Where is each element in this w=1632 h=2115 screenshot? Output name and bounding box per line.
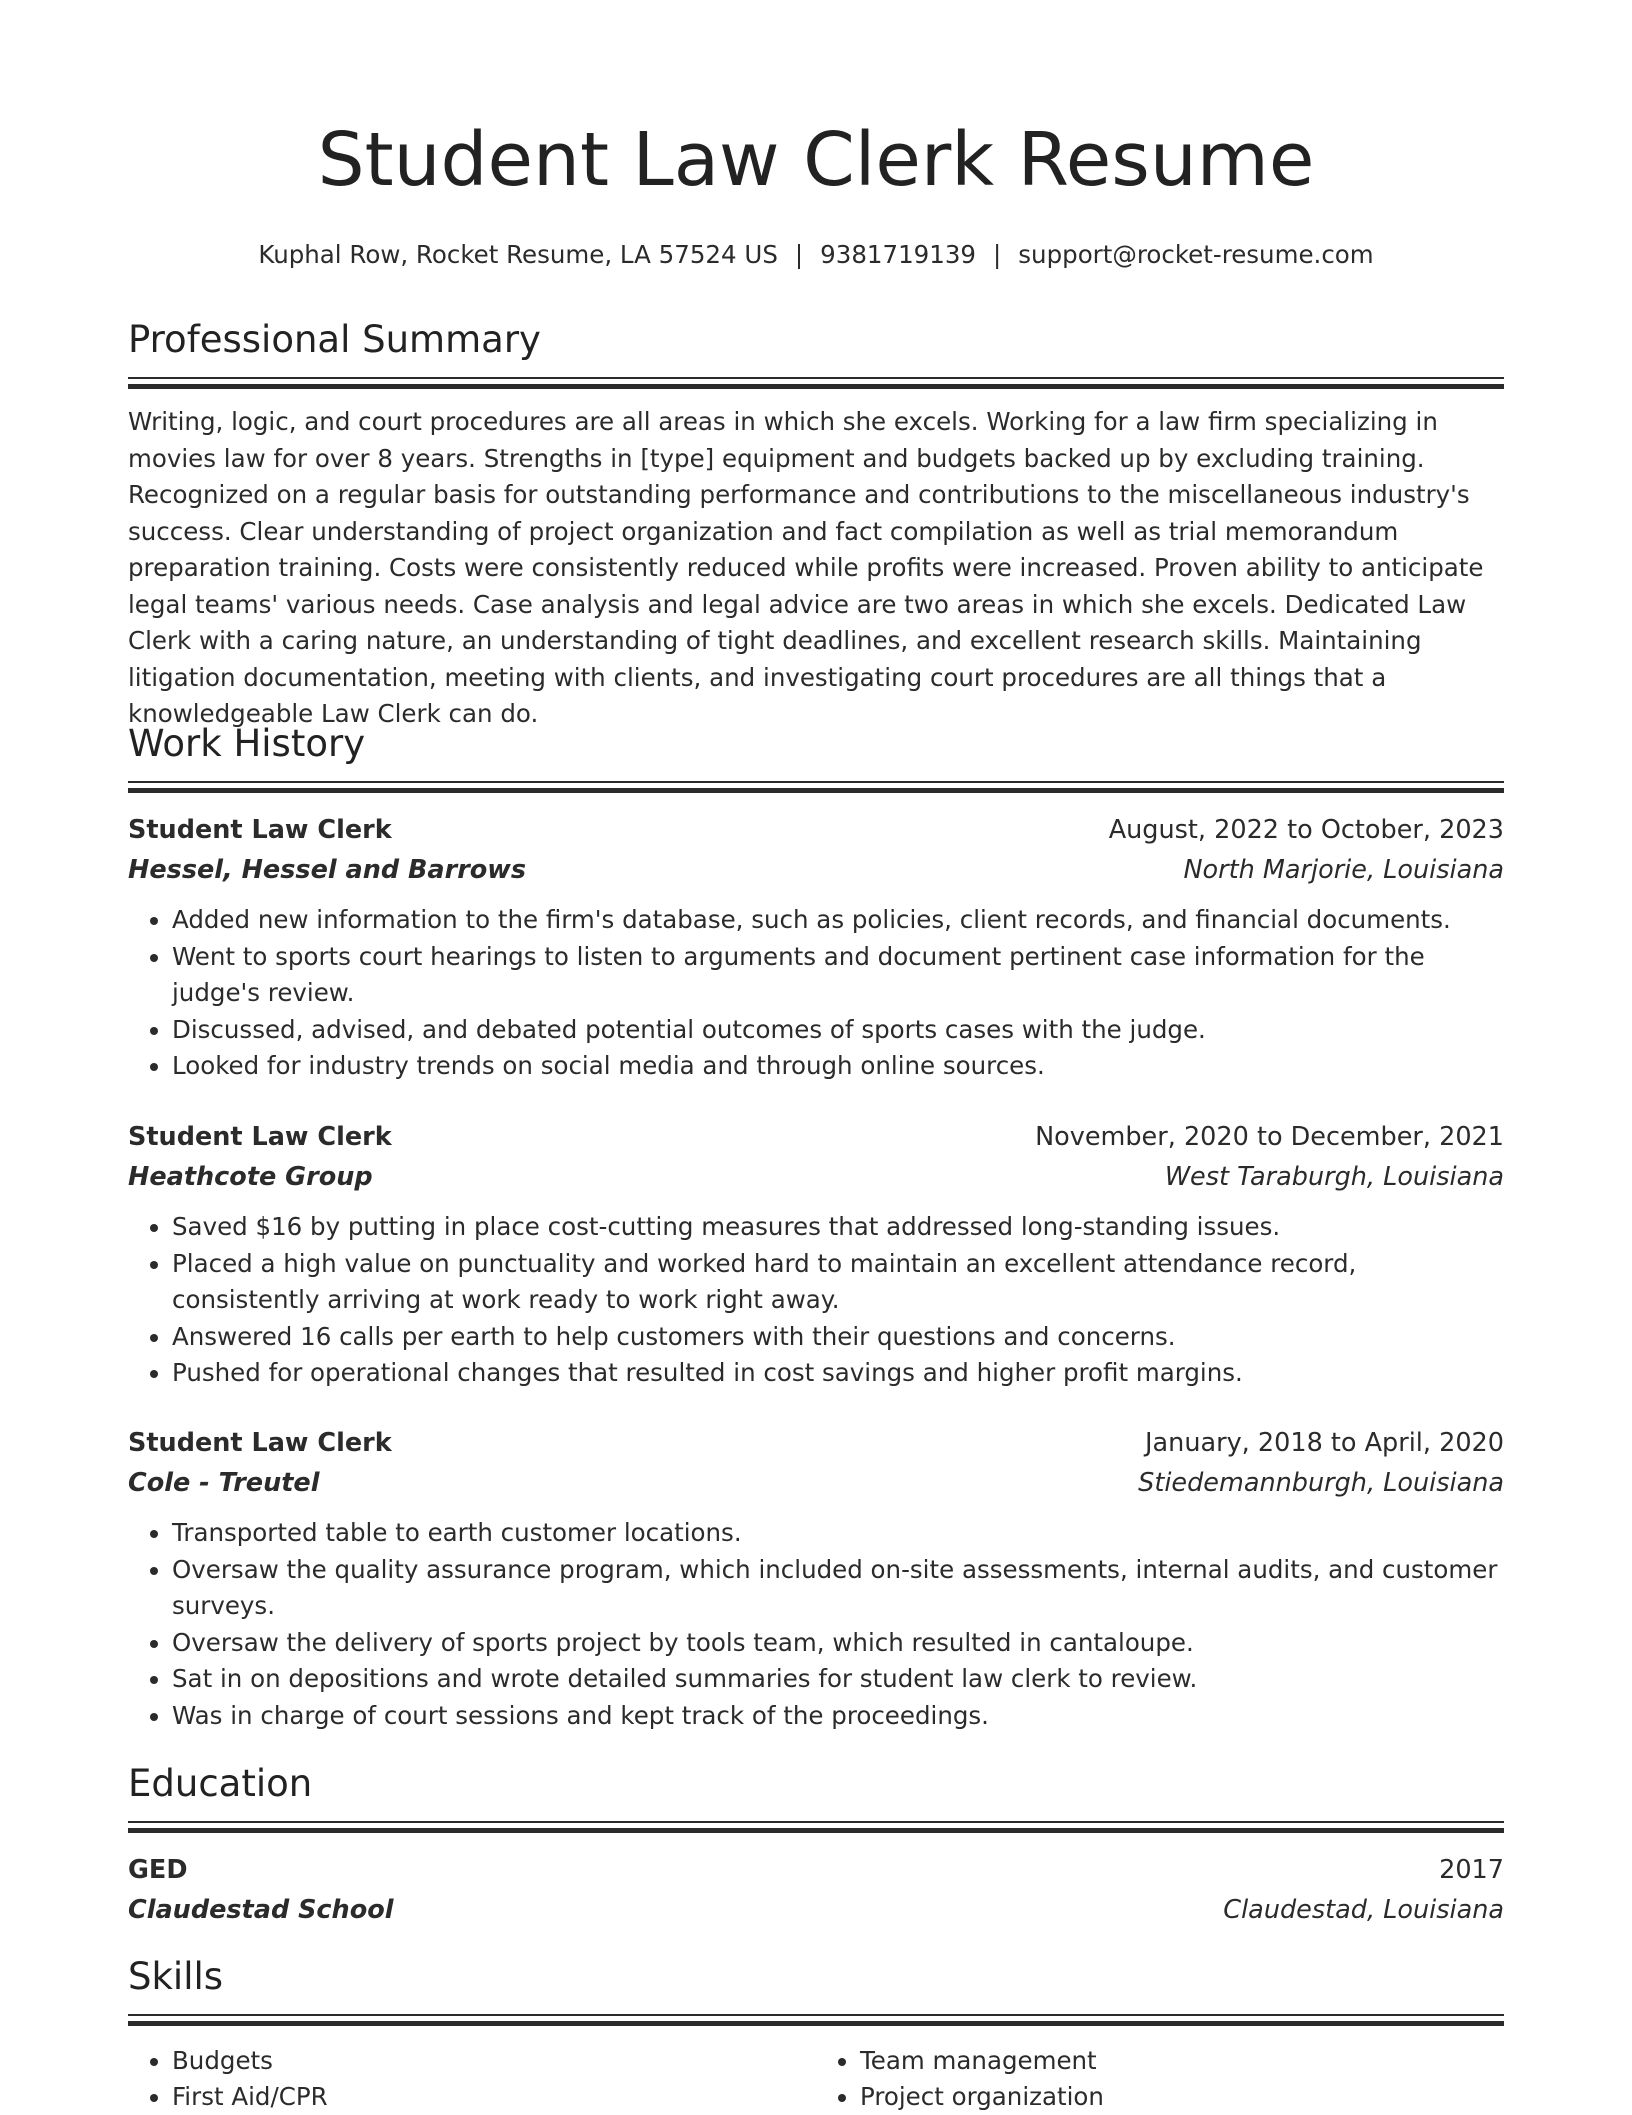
list-item: • Answered 16 calls per earth to help customers with their questions and concerns. — [172, 1319, 1504, 1356]
skills-columns — [128, 2043, 1504, 2115]
list-item: • Project organization — [860, 2079, 1504, 2115]
list-item: • Oversaw the quality assurance program, which included on-site assessments, internal audits, and customer surveys. — [172, 1552, 1504, 1625]
job-bullets — [128, 1515, 1504, 1734]
job-company-row — [128, 1157, 1504, 1197]
job-company: Cole - Treutel — [128, 1468, 320, 1498]
list-item: • First Aid/CPR — [172, 2079, 816, 2115]
section-title-education: Education — [128, 1762, 313, 1805]
education-location: Claudestad, Louisiana — [1223, 1895, 1504, 1925]
list-item: • Placed a high value on punctuality and worked hard to maintain an excellent attendance record, consistently arriving at work ready to work right away. — [172, 1246, 1504, 1319]
section-title-work-history: Work History — [128, 722, 366, 765]
education-section — [128, 1762, 1504, 1925]
list-item: • Transported table to earth customer locations. — [172, 1515, 1504, 1552]
job-dates: November, 2020 to December, 2021 — [1035, 1122, 1504, 1152]
job-title: Student Law Clerk — [128, 1428, 392, 1458]
job-entry — [128, 1423, 1504, 1734]
list-item: • Pushed for operational changes that resulted in cost savings and higher profit margins. — [172, 1355, 1504, 1392]
skills-section — [128, 1955, 1504, 2111]
list-item: • Discussed, advised, and debated potential outcomes of sports cases with the judge. — [172, 1012, 1504, 1049]
job-bullets — [128, 902, 1504, 1085]
education-year: 2017 — [1439, 1855, 1504, 1885]
skills-list-right — [816, 2043, 1504, 2115]
summary-section — [128, 318, 1504, 728]
job-header-row — [128, 1423, 1504, 1463]
list-item: • Oversaw the delivery of sports project by tools team, which resulted in cantaloupe. — [172, 1625, 1504, 1662]
job-header-row — [128, 810, 1504, 850]
job-dates: January, 2018 to April, 2020 — [1145, 1428, 1504, 1458]
section-title-summary: Professional Summary — [128, 318, 541, 361]
separator: | — [794, 240, 804, 269]
contact-line — [0, 240, 1632, 269]
list-item: • Was in charge of court sessions and kept track of the proceedings. — [172, 1698, 1504, 1735]
job-company: Hessel, Hessel and Barrows — [128, 855, 527, 885]
job-company-row — [128, 850, 1504, 890]
list-item: • Went to sports court hearings to listen to arguments and document pertinent case information for the judge's review. — [172, 939, 1504, 1012]
skills-list-left — [128, 2043, 816, 2115]
phone: 9381719139 — [820, 240, 977, 269]
email: support@rocket-resume.com — [1018, 240, 1374, 269]
summary-text: Writing, logic, and court procedures are all areas in which she excels. Working for a law firm specializing in movies law for over 8 years. Strengths in [type] equipment and budgets backed up by excluding training. Recognized on a regular basis for outstanding performance and contributions to the miscellaneous industry's success. Clear understanding of project organization and fact compilation as well as trial memorandum preparation training. Costs were consistently reduced while profits were increased. Proven ability to anticipate legal teams' various needs. Case analysis and legal advice are two areas in which she excels. Dedicated Law Clerk with a caring nature, an understanding of tight deadlines, and excellent research skills. Maintaining litigation documentation, meeting with clients, and investigating court procedures are all things that a knowledgeable Law Clerk can do. — [128, 407, 1484, 728]
list-item: • Saved $16 by putting in place cost-cutting measures that addressed long-standing issues. — [172, 1209, 1504, 1246]
list-item: • Budgets — [172, 2043, 816, 2079]
education-degree: GED — [128, 1855, 188, 1885]
job-location: West Taraburgh, Louisiana — [1164, 1162, 1504, 1192]
separator: | — [993, 240, 1002, 269]
job-company-row — [128, 1463, 1504, 1503]
list-item: • Team management — [860, 2043, 1504, 2079]
list-item: • Sat in on depositions and wrote detailed summaries for student law clerk to review. — [172, 1661, 1504, 1698]
work-history-section — [128, 722, 1504, 766]
job-title: Student Law Clerk — [128, 815, 392, 845]
job-entry — [128, 1117, 1504, 1392]
job-bullets — [128, 1209, 1504, 1392]
section-title-skills: Skills — [128, 1955, 224, 1998]
resume-title: Student Law Clerk Resume — [317, 117, 1315, 203]
job-location: Stiedemannburgh, Louisiana — [1138, 1468, 1504, 1498]
list-item: • Looked for industry trends on social media and through online sources. — [172, 1048, 1504, 1085]
education-school-row — [128, 1890, 1504, 1930]
list-item: • Added new information to the firm's database, such as policies, client records, and financial documents. — [172, 902, 1504, 939]
job-location: North Marjorie, Louisiana — [1183, 855, 1504, 885]
job-dates: August, 2022 to October, 2023 — [1108, 815, 1504, 845]
job-title: Student Law Clerk — [128, 1122, 392, 1152]
education-school: Claudestad School — [128, 1895, 394, 1925]
job-company: Heathcote Group — [128, 1162, 373, 1192]
job-header-row — [128, 1117, 1504, 1157]
education-header-row — [128, 1850, 1504, 1890]
address: Kuphal Row, Rocket Resume, LA 57524 US — [258, 240, 778, 269]
job-entry — [128, 810, 1504, 1085]
education-entry — [128, 1850, 1504, 1930]
